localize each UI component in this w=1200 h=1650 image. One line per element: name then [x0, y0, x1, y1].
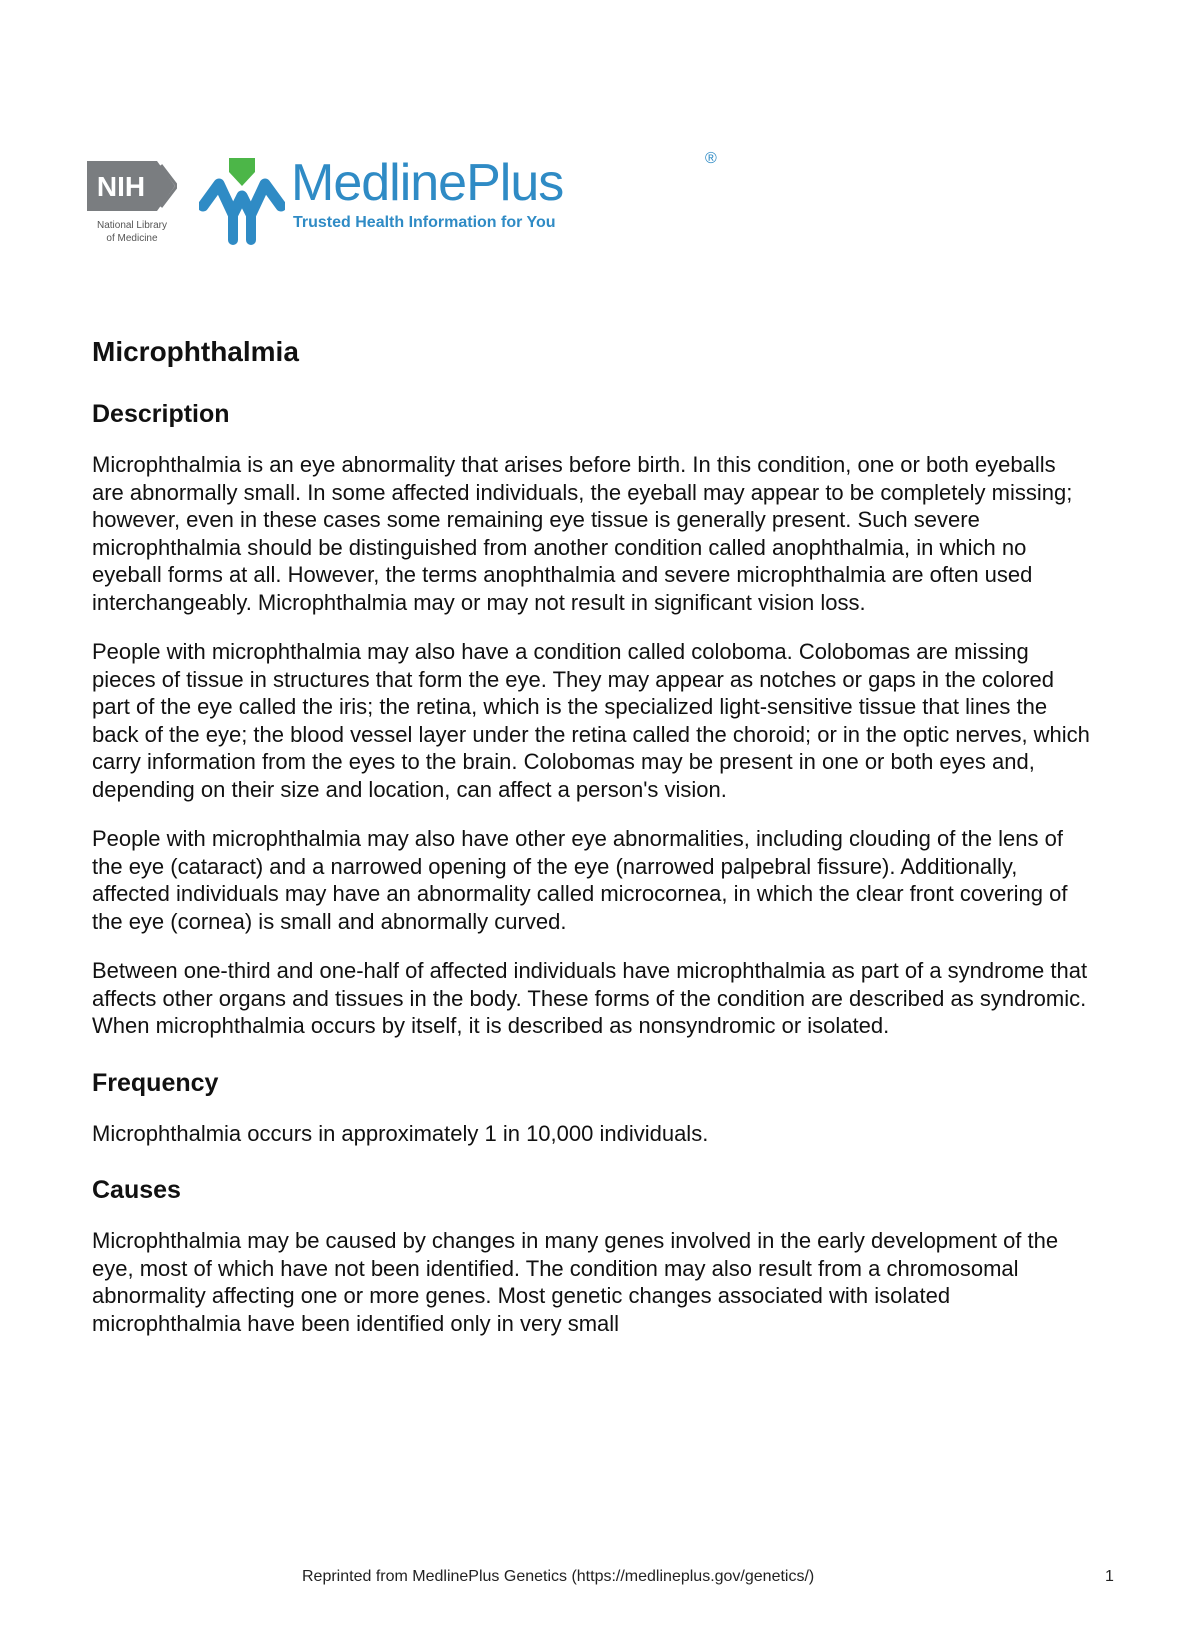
paragraph: People with microphthalmia may also have a condition called coloboma. Colobomas are missing pieces of tissue in structures that form the eye. They may appear as notches or gaps in the colored part of the eye called the iris; the retina, which is the specialized light-sensitive tissue that lines the back of the eye; the blood vessel layer under the retina called the choroid; or in the optic nerves, which carry information from the eyes to the brain. Colobomas may be present in one or both eyes and, depending on their size and location, can affect a person's vision.: [92, 639, 1090, 802]
medlineplus-mark-icon: [199, 156, 285, 246]
paragraph: Microphthalmia may be caused by changes in many genes involved in the early development of the eye, most of which have not been identified. The condition may also result from a chromosomal abnormality affecting one or more genes. Most genetic changes associated with isolated microphthalmia have been identified only in very small: [92, 1228, 1059, 1336]
page-number: 1: [1105, 1568, 1114, 1585]
nih-badge-icon: [87, 161, 177, 211]
nih-caption: [87, 219, 177, 245]
page-footer: [0, 1568, 1200, 1598]
nih-caption-line2: of Medicine: [106, 233, 158, 244]
paragraph: Microphthalmia occurs in approximately 1 in 10,000 individuals.: [92, 1120, 709, 1146]
paragraph: People with microphthalmia may also have other eye abnormalities, including clouding of the lens of the eye (cataract) and a narrowed opening of the eye (narrowed palpebral fissure). Additionally, affected individuals may have an abnormality called microcornea, in which the clear front covering of the eye (cornea) is small and abnormally curved.: [92, 826, 1068, 934]
reprint-notice: Reprinted from MedlinePlus Genetics (https://medlineplus.gov/genetics/): [302, 1568, 815, 1585]
nih-label: NIH: [96, 171, 146, 202]
section-heading: Causes: [92, 1176, 181, 1204]
nih-caption-line1: National Library: [96, 220, 168, 231]
registered-mark: ®: [705, 150, 717, 167]
paragraph: Between one-third and one-half of affected individuals have microphthalmia as part of a syndrome that affects other organs and tissues in the body. These forms of the condition are described as syndromic. When microphthalmia occurs by itself, it is described as nonsyndromic or isolated.: [92, 958, 1088, 1038]
page-title: Microphthalmia: [92, 336, 299, 367]
section-causes: [92, 1175, 1092, 1337]
brand-name: MedlinePlus: [291, 154, 564, 212]
section-heading: Description: [92, 400, 230, 428]
section-heading: Frequency: [92, 1068, 219, 1097]
document-header: [87, 150, 717, 256]
brand-tagline: Trusted Health Information for You: [293, 214, 556, 231]
paragraph: Microphthalmia is an eye abnormality that arises before birth. In this condition, one or both eyeballs are abnormally small. In some affected individuals, the eyeball may appear to be completely missing; however, even in these cases some remaining eye tissue is generally present. Such severe microphthalmia should be distinguished from another condition called anophthalmia, in which no eyeball forms at all. However, the terms anophthalmia and severe microphthalmia are often used interchangeably. Microphthalmia may or may not result in significant vision loss.: [92, 452, 1073, 615]
nih-logo: [87, 161, 187, 245]
medlineplus-logo: [199, 150, 717, 246]
document-body: [92, 335, 1092, 1359]
section-description: [92, 399, 1092, 1040]
section-frequency: [92, 1068, 1092, 1148]
